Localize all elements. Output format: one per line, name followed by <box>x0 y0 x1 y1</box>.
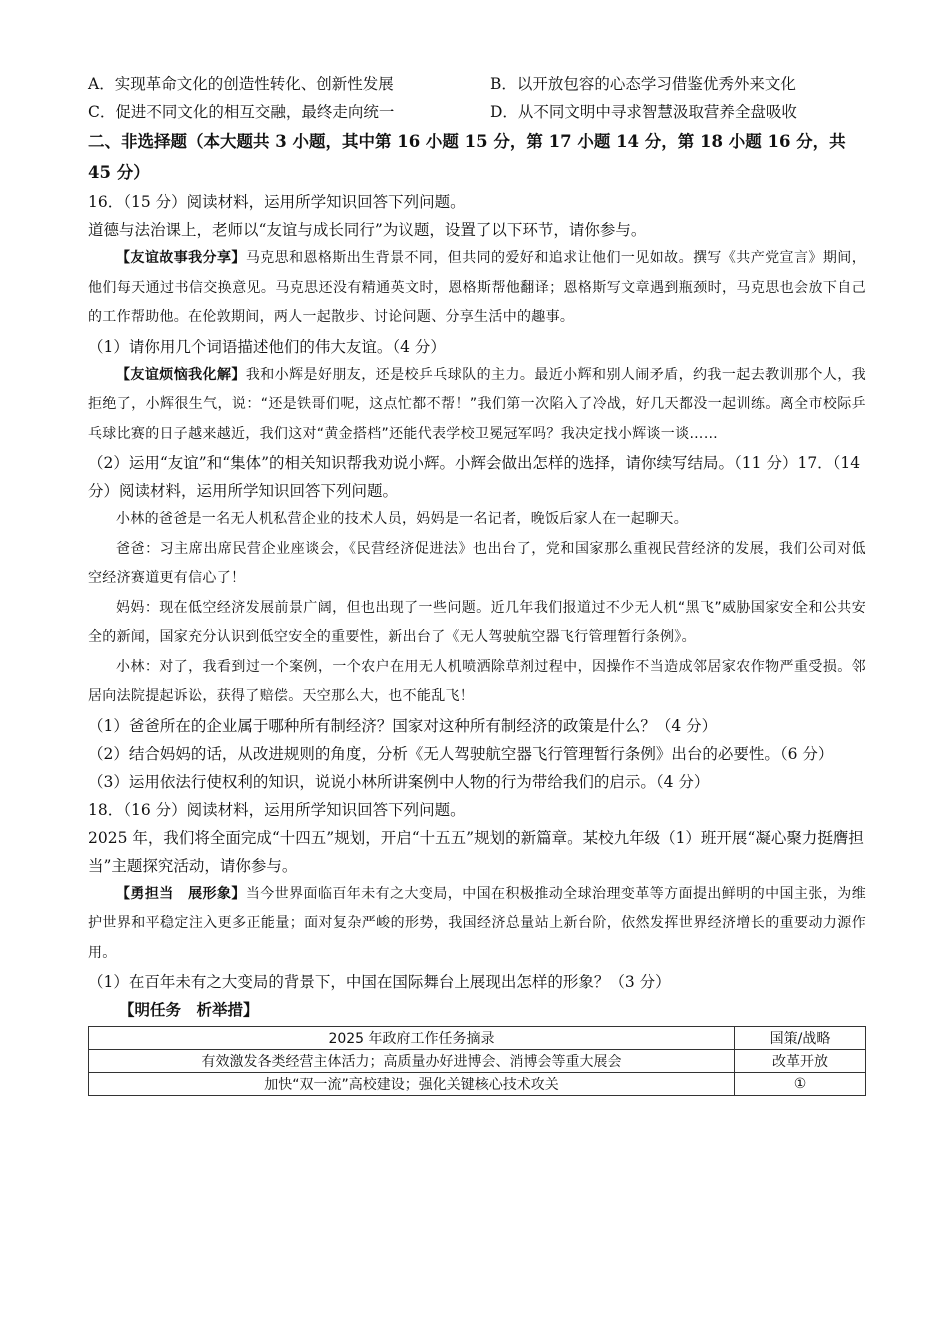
table-header-cell: 2025 年政府工作任务摘录 <box>89 1027 735 1050</box>
q17-para-3: 妈妈：现在低空经济发展前景广阔，但也出现了一些问题。近几年我们报道过不少无人机“黑飞”威胁国家安全和公共安全的新闻，国家充分认识到低空安全的重要性，新出台了《无人驾驶航空器飞行管理暂行条例》。 <box>88 599 866 645</box>
q16-sub-2: （2）运用“友谊”和“集体”的相关知识帮我劝说小辉。小辉会做出怎样的选择，请你续写结局。（11 分）17．（14 分）阅读材料，运用所学知识回答下列问题。 <box>88 454 861 500</box>
exam-page <box>88 70 866 1096</box>
q17-sub-3: （3）运用依法行使权利的知识，说说小林所讲案例中人物的行为带给我们的启示。（4 分） <box>88 772 710 791</box>
q18-stem: 18．（16 分）阅读材料，运用所学知识回答下列问题。 <box>88 800 466 819</box>
option-a: A．实现革命文化的创造性转化、创新性发展 <box>88 75 394 93</box>
q17-para-4: 小林：对了，我看到过一个案例，一个农户在用无人机喷洒除草剂过程中，因操作不当造成邻居家农作物严重受损。邻居向法院提起诉讼，获得了赔偿。天空那么大，也不能乱飞！ <box>88 658 866 704</box>
table-cell: 加快“双一流”高校建设；强化关键核心技术攻关 <box>89 1073 735 1096</box>
options-row-1 <box>88 70 866 98</box>
options-row-2 <box>88 98 866 126</box>
table-header-cell: 国策/战略 <box>735 1027 866 1050</box>
q16-sub-1: （1）请你用几个词语描述他们的伟大友谊。（4 分） <box>88 337 446 356</box>
table-cell: 有效激发各类经营主体活力；高质量办好进博会、消博会等重大展会 <box>89 1050 735 1073</box>
q16-material-2-text: 我和小辉是好朋友，还是校乒乓球队的主力。最近小辉和别人闹矛盾，约我一起去教训那个人，我拒绝了，小辉很生气，说：“还是铁哥们呢，这点忙都不帮！”我们第一次陷入了冷战，好几天都没一起训练。离全市校际乒乓球比赛的日子越来越近，我们这对“黄金搭档”还能代表学校卫冕冠军吗？我决定找小辉谈一谈…… <box>88 366 866 442</box>
table-header-row <box>89 1027 866 1050</box>
q18-tag-2: 【明任务 析举措】 <box>119 1000 259 1019</box>
q18-intro: 2025 年，我们将全面完成“十四五”规划，开启“十五五”规划的新篇章。某校九年级（1）班开展“凝心聚力挺膺担当”主题探究活动，请你参与。 <box>88 828 864 875</box>
q18-sub-1: （1）在百年未有之大变局的背景下，中国在国际舞台上展现出怎样的形象？（3 分） <box>88 973 671 991</box>
option-b: B．以开放包容的心态学习借鉴优秀外来文化 <box>490 75 796 93</box>
q16-tag-1: 【友谊故事我分享】 <box>116 250 246 266</box>
q16-tag-2: 【友谊烦恼我化解】 <box>116 366 246 383</box>
option-d: D．从不同文明中寻求智慧汲取营养全盘吸收 <box>490 103 797 121</box>
q18-tag-2-row <box>88 996 866 1024</box>
table-row <box>89 1050 866 1073</box>
q16-intro: 道德与法治课上，老师以“友谊与成长同行”为议题，设置了以下环节，请你参与。 <box>88 221 647 239</box>
table-row <box>89 1073 866 1096</box>
task-table <box>88 1026 866 1096</box>
table-cell: ① <box>735 1073 866 1096</box>
q17-sub-1: （1）爸爸所在的企业属于哪种所有制经济？国家对这种所有制经济的政策是什么？（4 分） <box>88 716 718 735</box>
q17-para-1: 小林的爸爸是一名无人机私营企业的技术人员，妈妈是一名记者，晚饭后家人在一起聊天。 <box>116 511 688 527</box>
q18-tag-1: 【勇担当 展形象】 <box>116 885 246 902</box>
q17-para-2: 爸爸：习主席出席民营企业座谈会，《民营经济促进法》也出台了，党和国家那么重视民营经济的发展，我们公司对低空经济赛道更有信心了！ <box>88 540 866 586</box>
q16-material-1 <box>88 244 866 333</box>
q16-stem: 16．（15 分）阅读材料，运用所学知识回答下列问题。 <box>88 193 466 211</box>
q16-material-2 <box>88 361 866 450</box>
option-c: C．促进不同文化的相互交融，最终走向统一 <box>88 103 395 121</box>
table-cell: 改革开放 <box>735 1050 866 1073</box>
q16-material-1-text: 马克思和恩格斯出生背景不同，但共同的爱好和追求让他们一见如故。撰写《共产党宣言》期间，他们每天通过书信交换意见。马克思还没有精通英文时，恩格斯帮他翻译；恩格斯写文章遇到瓶颈时，马克思也会放下自己的工作帮助他。在伦敦期间，两人一起散步、讨论问题、分享生活中的趣事。 <box>88 250 866 325</box>
q17-sub-2: （2）结合妈妈的话，从改进规则的角度，分析《无人驾驶航空器飞行管理暂行条例》出台的必要性。（6 分） <box>88 744 834 763</box>
section-2-heading: 二、非选择题（本大题共 3 小题，其中第 16 小题 15 分，第 17 小题 14 分，第 18 小题 16 分，共 45 分） <box>88 132 846 182</box>
q18-material-1-text: 当今世界面临百年未有之大变局，中国在积极推动全球治理变革等方面提出鲜明的中国主张，为维护世界和平稳定注入更多正能量；面对复杂严峻的形势，我国经济总量站上新台阶，依然发挥世界经济增长的重要动力源作用。 <box>88 885 866 961</box>
q18-material-1 <box>88 880 866 969</box>
